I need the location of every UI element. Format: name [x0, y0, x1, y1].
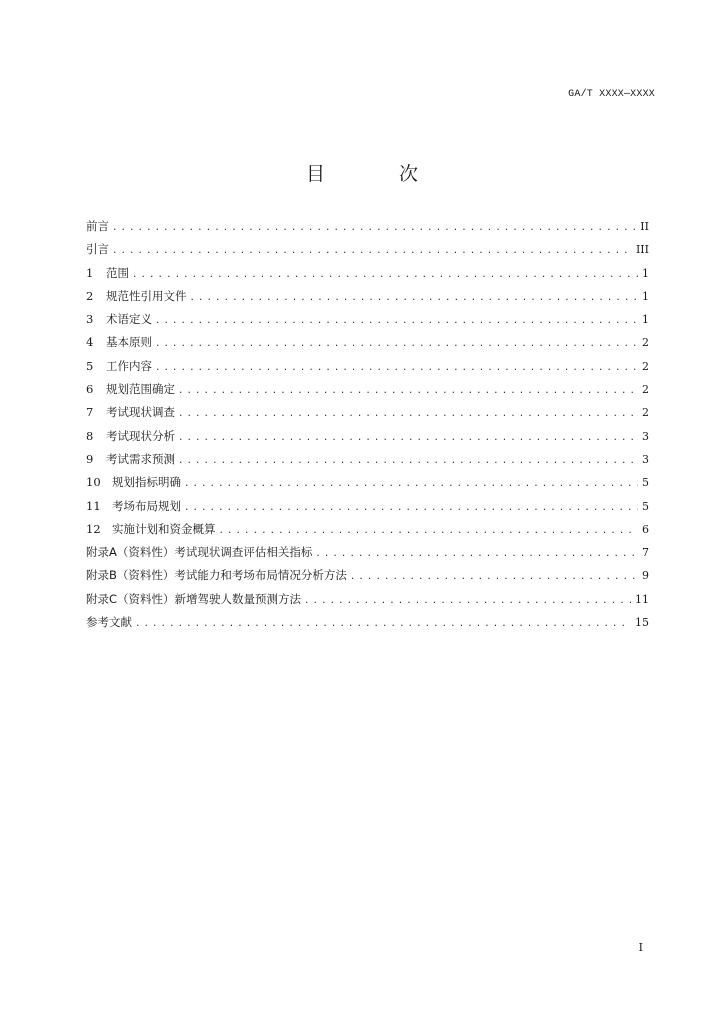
toc-entry-number: 4 [86, 335, 94, 350]
toc-entry-6[interactable] [86, 381, 649, 404]
toc-leader-dots [178, 386, 638, 396]
toc-entry-number: 12 [86, 521, 101, 536]
toc-leader-dots [178, 433, 638, 443]
toc-entry-label: 基本原则 [106, 335, 152, 350]
toc-entry-label: 考试需求预测 [106, 451, 175, 466]
toc-entry-appendix-a[interactable] [86, 544, 649, 567]
toc-entry-label: 前言 [86, 219, 109, 233]
toc-entry-page: 5 [642, 499, 649, 513]
toc-leader-dots [178, 409, 638, 419]
toc-entry-number: 10 [86, 475, 101, 490]
toc-entry-label: 实施计划和资金概算 [112, 521, 216, 536]
toc-entry-1[interactable] [86, 265, 649, 288]
toc-entry-page: 2 [642, 383, 649, 397]
toc-entry-2[interactable] [86, 288, 649, 311]
toc-entry-label: 参考文献 [86, 615, 132, 630]
toc-entry-page: II [640, 220, 649, 233]
toc-leader-dots [219, 526, 639, 536]
toc-leader-dots [135, 619, 631, 629]
toc-leader-dots [315, 549, 638, 559]
toc-entry-page: 6 [642, 522, 649, 536]
toc-entry-label: 规划范围确定 [106, 382, 175, 397]
toc-entry-page: 1 [642, 313, 649, 327]
toc-leader-dots [155, 339, 638, 349]
toc-entry-label: 范围 [106, 265, 129, 280]
toc-entry-3[interactable] [86, 311, 649, 334]
standard-number: GA/T XXXX—XXXX [568, 89, 655, 100]
toc-entry-label: 术语定义 [106, 312, 152, 327]
toc-entry-label: 考试现状调查 [106, 405, 175, 420]
toc-entry-5[interactable] [86, 358, 649, 381]
toc-entry-page: 3 [642, 452, 649, 466]
toc-entry-page: 2 [642, 406, 649, 420]
toc-title: 目 次 [305, 163, 453, 185]
toc-entry-label: 工作内容 [106, 358, 152, 373]
toc-entry-label: 附录C（资料性）新增驾驶人数量预测方法 [86, 591, 302, 606]
toc-entry-page: 5 [642, 476, 649, 490]
toc-entry-page: 15 [635, 616, 649, 630]
toc-leader-dots [304, 596, 631, 606]
toc-entry-page: 1 [642, 266, 649, 280]
toc-entry-number: 3 [86, 312, 94, 327]
toc-entry-page: 9 [642, 569, 649, 583]
toc-entry-page: 7 [642, 546, 649, 560]
toc-entry-number: 6 [86, 382, 94, 397]
toc-leader-dots [132, 270, 638, 280]
toc-entry-number: 8 [86, 428, 94, 443]
toc-entry-page: III [635, 243, 649, 257]
toc-entry-number: 5 [86, 358, 94, 373]
toc-entry-number: 9 [86, 451, 94, 466]
toc-entry-introduction[interactable] [86, 241, 649, 264]
toc-entry-10[interactable] [86, 474, 649, 497]
toc-entry-foreword[interactable] [86, 218, 649, 241]
page-number: I [638, 941, 643, 954]
toc-leader-dots [155, 363, 638, 373]
toc-entry-7[interactable] [86, 404, 649, 427]
toc-leader-dots [178, 456, 638, 466]
toc-leader-dots [350, 572, 638, 582]
toc-leader-dots [155, 316, 638, 326]
toc-entry-9[interactable] [86, 451, 649, 474]
toc-leader-dots [184, 479, 638, 489]
toc-entry-page: 3 [642, 429, 649, 443]
toc-leader-dots [112, 246, 632, 256]
toc-entry-number: 11 [86, 498, 101, 513]
toc-entry-8[interactable] [86, 428, 649, 451]
toc-leader-dots [184, 503, 638, 513]
toc-entry-label: 考试现状分析 [106, 428, 175, 443]
toc-entry-label: 附录A（资料性）考试现状调查评估相关指标 [86, 545, 313, 560]
toc-entry-page: 1 [642, 289, 649, 303]
toc-entry-number: 7 [86, 405, 94, 420]
toc-entry-number: 2 [86, 288, 94, 303]
toc-entry-number: 1 [86, 265, 94, 280]
toc-entry-4[interactable] [86, 334, 649, 357]
toc-entry-label: 附录B（资料性）考试能力和考场布局情况分析方法 [86, 568, 347, 583]
toc-entry-page: 2 [642, 359, 649, 373]
toc-entry-12[interactable] [86, 521, 649, 544]
toc-entry-references[interactable] [86, 614, 649, 637]
table-of-contents [86, 218, 649, 637]
toc-entry-page: 2 [642, 336, 649, 350]
toc-entry-label: 引言 [86, 242, 109, 257]
toc-entry-appendix-c[interactable] [86, 591, 649, 614]
toc-entry-appendix-b[interactable] [86, 567, 649, 590]
toc-entry-11[interactable] [86, 498, 649, 521]
toc-entry-label: 规范性引用文件 [106, 288, 187, 303]
toc-entry-label: 考场布局规划 [112, 498, 181, 513]
toc-leader-dots [190, 293, 639, 303]
toc-entry-page: 11 [635, 592, 649, 606]
toc-entry-label: 规划指标明确 [112, 475, 181, 490]
toc-leader-dots [112, 223, 636, 233]
